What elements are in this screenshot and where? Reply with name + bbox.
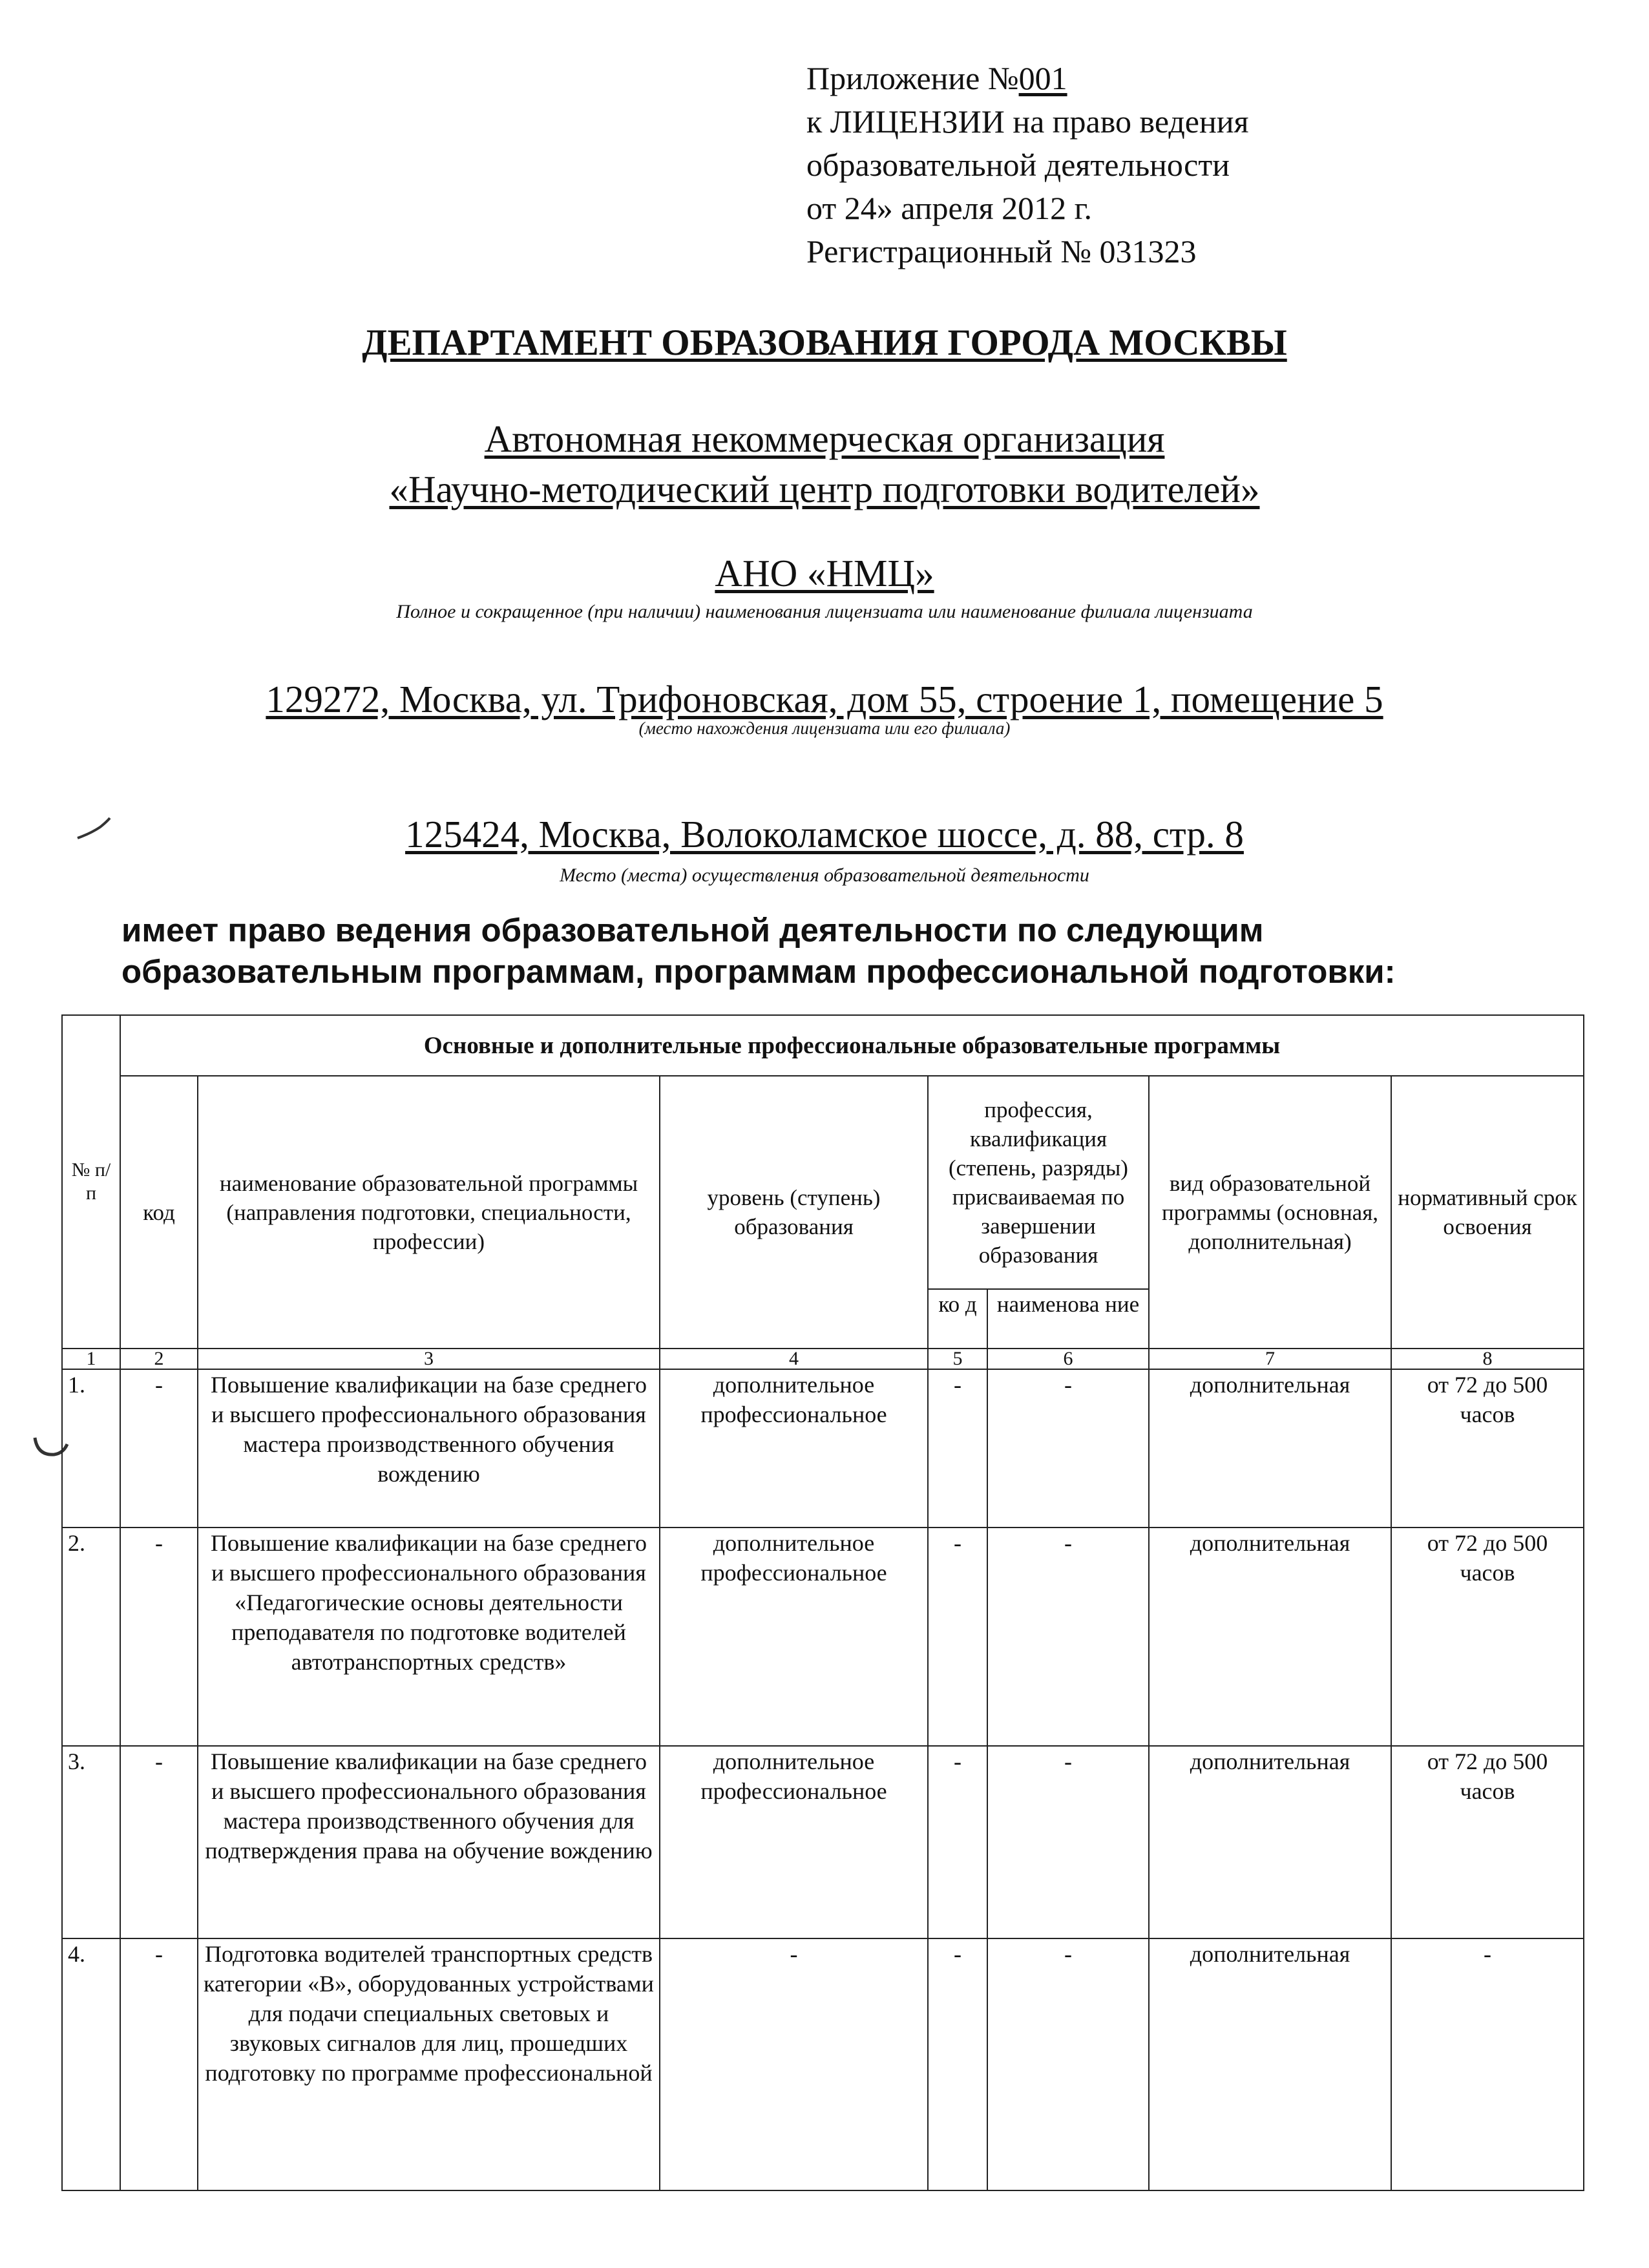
appendix-number: 001 (1018, 60, 1067, 96)
row-qual-name: - (987, 1369, 1149, 1528)
row-kind: дополнительная (1149, 1369, 1391, 1528)
column-number: 7 (1149, 1349, 1391, 1369)
intro-line-1: имеет право ведения образовательной деятельности по следующим (121, 912, 1264, 949)
intro-line-2: образовательным программам, программам профессиональной подготовки: (121, 953, 1396, 990)
organization-caption: Полное и сокращенное (при наличии) наименования лицензиата или наименование филиала лицензиата (396, 601, 1253, 622)
row-qual-code: - (928, 1369, 987, 1528)
organization-name (0, 414, 1649, 514)
table-title: Основные и дополнительные профессиональные образовательные программы (120, 1015, 1584, 1076)
header-kind: вид образовательной программы (основная, дополнительная) (1149, 1076, 1391, 1349)
row-code: - (120, 1746, 198, 1938)
programs-table (61, 1014, 1584, 2191)
row-kind: дополнительная (1149, 1938, 1391, 2190)
row-qual-name: - (987, 1938, 1149, 2190)
row-name: Повышение квалификации на базе среднего и высшего профессионального образования мастера производственного обучения вождению (198, 1369, 660, 1528)
header-duration: нормативный срок освоения (1391, 1076, 1584, 1349)
row-duration: - (1391, 1938, 1584, 2190)
header-qual-code: ко д (928, 1289, 987, 1349)
intro-text (121, 910, 1396, 992)
licensee-address: 129272, Москва, ул. Трифоновская, дом 55, строение 1, помещение 5 (266, 678, 1383, 720)
activity-address-caption: Место (места) осуществления образовательной деятельности (560, 865, 1089, 886)
table-title-row (62, 1015, 1584, 1076)
appendix-line-1: Приложение №001 (806, 60, 1067, 96)
row-level: дополнительное профессиональное (660, 1746, 928, 1938)
column-number: 1 (62, 1349, 120, 1369)
appendix-line-4: от 24» апреля 2012 г. (806, 190, 1092, 226)
row-kind: дополнительная (1149, 1746, 1391, 1938)
row-name: Подготовка водителей транспортных средств категории «В», оборудованных устройствами для подачи специальных световых и звуковых сигналов для лиц, прошедших подготовку по программе профессиональной (198, 1938, 660, 2190)
row-qual-name: - (987, 1746, 1149, 1938)
appendix-line-2: к ЛИЦЕНЗИИ на право ведения (806, 103, 1249, 140)
row-qual-name: - (987, 1528, 1149, 1746)
row-code: - (120, 1369, 198, 1528)
department-title: ДЕПАРТАМЕНТ ОБРАЗОВАНИЯ ГОРОДА МОСКВЫ (362, 322, 1287, 363)
column-number: 4 (660, 1349, 928, 1369)
row-num: 2. (62, 1528, 120, 1746)
table-row (62, 1528, 1584, 1746)
row-num: 1. (62, 1369, 120, 1528)
table-header-row (62, 1076, 1584, 1289)
row-qual-code: - (928, 1938, 987, 2190)
row-num: 4. (62, 1938, 120, 2190)
licensee-address-caption: (место нахождения лицензиата или его филиала) (638, 719, 1011, 738)
row-level: дополнительное профессиональное (660, 1369, 928, 1528)
header-code: код (120, 1076, 198, 1349)
column-number-row (62, 1349, 1584, 1369)
row-code: - (120, 1528, 198, 1746)
header-level: уровень (ступень) образования (660, 1076, 928, 1349)
organization-abbreviation: АНО «НМЦ» (715, 552, 934, 594)
table-row (62, 1938, 1584, 2190)
organization-line-1: Автономная некоммерческая организация (484, 417, 1165, 460)
organization-line-2: «Научно-методический центр подготовки водителей» (389, 468, 1260, 510)
row-name: Повышение квалификации на базе среднего и высшего профессионального образования «Педагогические основы деятельности преподавателя по подготовке водителей автотранспортных средств» (198, 1528, 660, 1746)
column-number: 8 (1391, 1349, 1584, 1369)
appendix-line-3: образовательной деятельности (806, 147, 1230, 183)
row-duration: от 72 до 500 часов (1391, 1746, 1584, 1938)
row-qual-code: - (928, 1528, 987, 1746)
column-number: 6 (987, 1349, 1149, 1369)
header-name: наименование образовательной программы (направления подготовки, специальности, профессии) (198, 1076, 660, 1349)
row-duration: от 72 до 500 часов (1391, 1528, 1584, 1746)
activity-address: 125424, Москва, Волоколамское шоссе, д. 88, стр. 8 (405, 813, 1244, 856)
row-name: Повышение квалификации на базе среднего и высшего профессионального образования мастера производственного обучения для подтверждения права на обучение вождению (198, 1746, 660, 1938)
row-level: дополнительное профессиональное (660, 1528, 928, 1746)
table-row (62, 1369, 1584, 1528)
appendix-block (806, 57, 1249, 273)
row-num: 3. (62, 1746, 120, 1938)
row-duration: от 72 до 500 часов (1391, 1369, 1584, 1528)
header-qual-name: наименова ние (987, 1289, 1149, 1349)
row-qual-code: - (928, 1746, 987, 1938)
row-kind: дополнительная (1149, 1528, 1391, 1746)
column-number: 3 (198, 1349, 660, 1369)
column-number: 2 (120, 1349, 198, 1369)
row-code: - (120, 1938, 198, 2190)
column-number: 5 (928, 1349, 987, 1369)
header-num: № п/п (62, 1015, 120, 1349)
appendix-line-5: Регистрационный № 031323 (806, 233, 1197, 269)
header-qualification: профессия, квалификация (степень, разряды) присваиваемая по завершении образования (928, 1076, 1149, 1289)
table-row (62, 1746, 1584, 1938)
row-level: - (660, 1938, 928, 2190)
